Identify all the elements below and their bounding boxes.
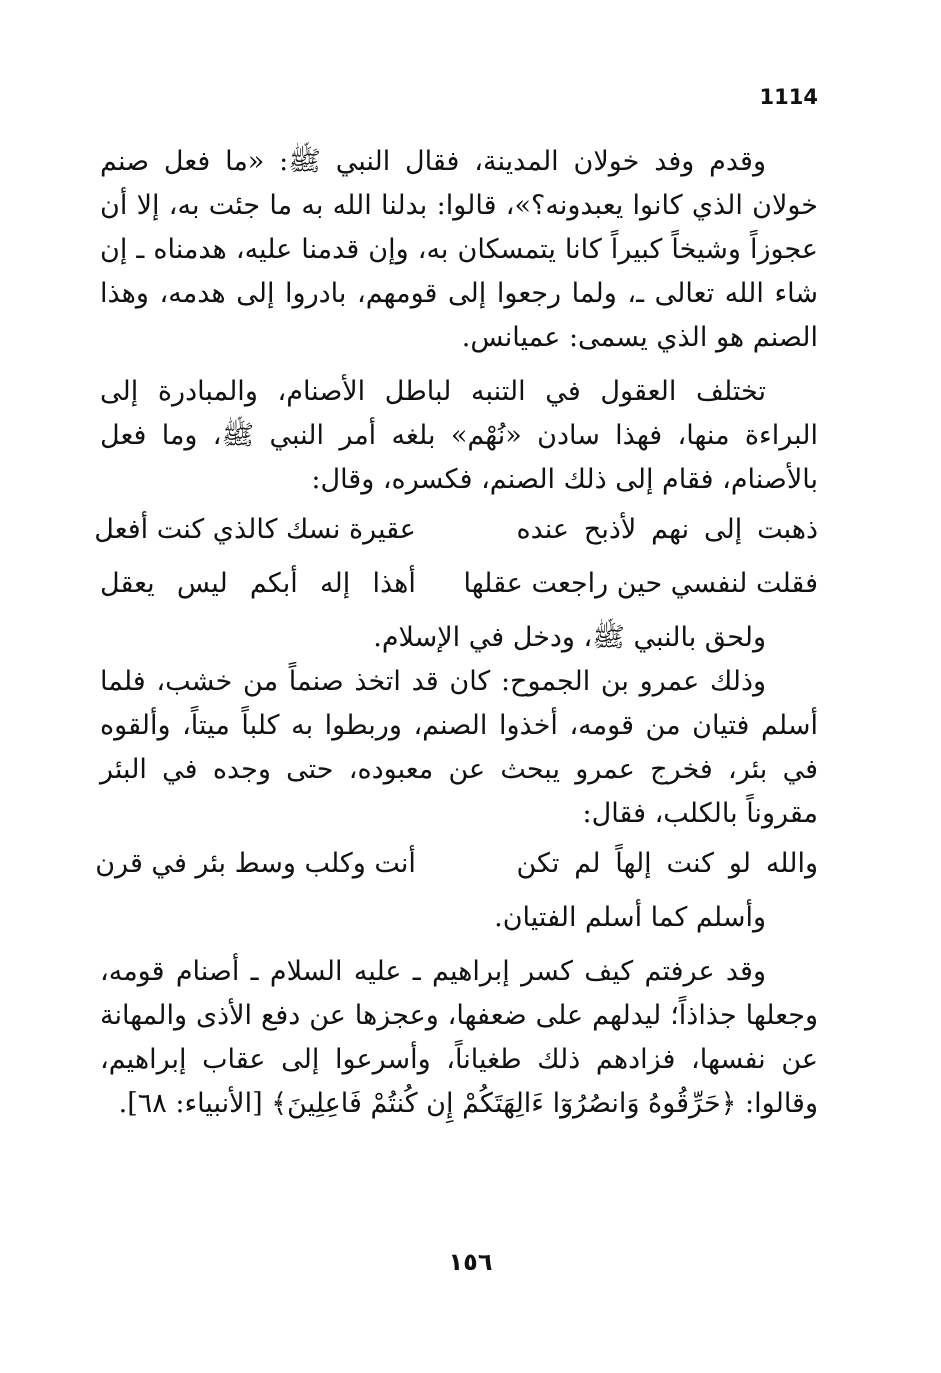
paragraph-ibrahim: وقد عرفتم كيف كسر إبراهيم ـ عليه السلام ـ أصنام قومه، وجعلها جذاذاً؛ ليدلهم على ضعفها، وعجزها عن دفع الأذى والمهانة عن نفسها، فزادهم ذلك طغياناً، وأسرعوا إلى عقاب إبراهيم، وقالوا: ﴿حَرِّقُوهُ وَانصُرُوٓا ءَالِهَتَكُمْ إِن كُنتُمْ فَاعِلِينَ﴾ [الأنبياء: ٦٨]. [100, 956, 818, 1119]
verse-line-3 [95, 842, 818, 886]
verse-1-first-hemistich: ذهبت إلى نهم لأذبح عنده [516, 514, 818, 545]
document-body [94, 140, 818, 1126]
paragraph-amr-islam: وأسلم كما أسلم الفتيان. [494, 902, 766, 933]
verse-1-second-hemistich: عقيرة نسك كالذي كنت أفعل [94, 514, 416, 545]
verse-line-2 [100, 562, 818, 606]
paragraph-khawlan: وقدم وفد خولان المدينة، فقال النبي ﷺ: «ما فعل صنم خولان الذي كانوا يعبدونه؟»، قالوا: بدلنا الله به ما جئت به، إلا أن عجوزاً وشيخاً كبيراً كانا يتمسكان به، وإن قدمنا عليه، هدمناه ـ إن شاء الله تعالى ـ، ولما رجعوا إلى قومهم، بادروا إلى هدمه، وهذا الصنم هو الذي يسمى: عميانس. [100, 146, 818, 353]
paragraph-joined-islam: ولحق بالنبي ﷺ، ودخل في الإسلام. [373, 622, 766, 653]
verse-line-1 [94, 508, 818, 552]
verse-3-second-hemistich: أنت وكلب وسط بئر في قرن [95, 848, 416, 879]
verse-3-first-hemistich: والله لو كنت إلهاً لم تكن [516, 848, 818, 879]
page-number: ١٥٦ [448, 1248, 493, 1276]
verse-2-first-hemistich: فقلت لنفسي حين راجعت عقلها [463, 568, 818, 599]
page-reference-number: 1114 [759, 85, 818, 109]
verse-2-second-hemistich: أهذا إله أبكم ليس يعقل [100, 568, 416, 599]
paragraph-nuhm: تختلف العقول في التنبه لباطل الأصنام، والمبادرة إلى البراءة منها، فهذا سادن «نُهْم» بلغه أمر النبي ﷺ، وما فعل بالأصنام، فقام إلى ذلك الصنم، فكسره، وقال: [100, 376, 818, 495]
paragraph-amr-ibn-al-jamuh: وذلك عمرو بن الجموح: كان قد اتخذ صنماً من خشب، فلما أسلم فتيان من قومه، أخذوا الصنم، وربطوا به كلباً ميتاً، وألقوه في بئر، فخرج عمرو يبحث عن معبوده، حتى وجده في البئر مقروناً بالكلب، فقال: [100, 666, 818, 829]
